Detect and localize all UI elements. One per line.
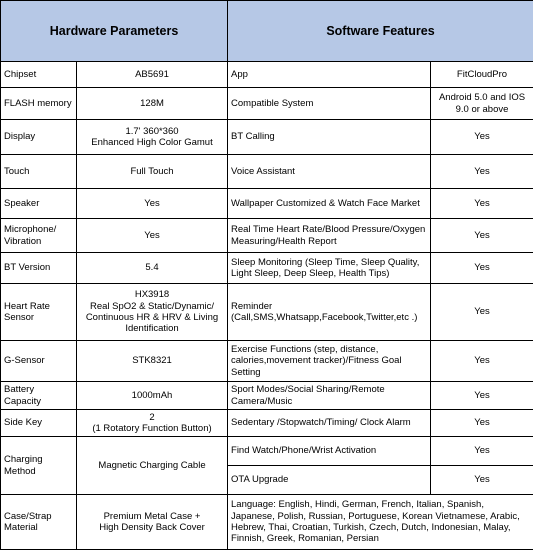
hw-label: Speaker	[1, 189, 77, 219]
sw-label: Real Time Heart Rate/Blood Pressure/Oxygen Measuring/Health Report	[228, 219, 431, 253]
table-row	[1, 62, 533, 88]
language-list: Language: English, Hindi, German, French, Italian, Spanish, Japanese, Polish, Russian, Portuguese, Korean Vietnamese, Arabic, Hebrew, Thai, Croatian, Turkish, Czech, Dutch, Indonesian, Malay, Finnish, Greek, Romanian, Persian	[228, 495, 533, 550]
sw-label: Compatible System	[228, 88, 431, 120]
sw-value: Yes	[431, 382, 533, 410]
sw-value: Yes	[431, 219, 533, 253]
sw-label: Voice Assistant	[228, 155, 431, 189]
sw-value: Yes	[431, 253, 533, 284]
hw-label: BT Version	[1, 253, 77, 284]
hw-value: STK8321	[77, 341, 228, 382]
sw-value: Yes	[431, 341, 533, 382]
sw-label: BT Calling	[228, 120, 431, 155]
table-row	[1, 284, 533, 341]
sw-value: Yes	[431, 284, 533, 341]
sw-label: Wallpaper Customized & Watch Face Market	[228, 189, 431, 219]
sw-label: App	[228, 62, 431, 88]
hw-value	[77, 120, 228, 155]
sw-label: Reminder (Call,SMS,Whatsapp,Facebook,Twitter,etc .)	[228, 284, 431, 341]
hw-label: Display	[1, 120, 77, 155]
hw-label: Battery Capacity	[1, 382, 77, 410]
table-row	[1, 382, 533, 410]
table-row	[1, 495, 533, 550]
hw-label: FLASH memory	[1, 88, 77, 120]
hw-value-line-1: Premium Metal Case +	[80, 511, 224, 522]
sw-label: OTA Upgrade	[228, 466, 431, 495]
sw-label: Sport Modes/Social Sharing/Remote Camera/Music	[228, 382, 431, 410]
hw-value-line-2: Enhanced High Color Gamut	[80, 137, 224, 148]
table-row	[1, 253, 533, 284]
table-row	[1, 155, 533, 189]
hw-value	[77, 495, 228, 550]
hw-label: Heart Rate Sensor	[1, 284, 77, 341]
hw-label: Case/Strap Material	[1, 495, 77, 550]
hw-label: Touch	[1, 155, 77, 189]
table-row	[1, 189, 533, 219]
hw-value: 5.4	[77, 253, 228, 284]
hw-value	[77, 410, 228, 437]
table-row	[1, 341, 533, 382]
hw-value: Full Touch	[77, 155, 228, 189]
table-row	[1, 437, 533, 466]
hw-value-line-2: (1 Rotatory Function Button)	[80, 423, 224, 434]
software-header: Software Features	[228, 1, 533, 62]
table-row	[1, 88, 533, 120]
sw-value: Yes	[431, 437, 533, 466]
hw-value: Magnetic Charging Cable	[77, 437, 228, 495]
sw-value: FitCloudPro	[431, 62, 533, 88]
hw-value-line-1: 2	[80, 412, 224, 423]
hw-value: Yes	[77, 189, 228, 219]
hw-value-line-2: Real SpO2 & Static/Dynamic/ Continuous HR & HRV & Living Identification	[80, 301, 224, 335]
hw-value-line-1: HX3918	[80, 289, 224, 300]
hw-value: AB5691	[77, 62, 228, 88]
hw-label: G-Sensor	[1, 341, 77, 382]
table-row	[1, 120, 533, 155]
sw-value: Yes	[431, 410, 533, 437]
hw-value: 128M	[77, 88, 228, 120]
hw-label: Charging Method	[1, 437, 77, 495]
hw-label: Chipset	[1, 62, 77, 88]
sw-value: Yes	[431, 466, 533, 495]
hw-value-line-2: High Density Back Cover	[80, 522, 224, 533]
hw-value-line-1: 1.7' 360*360	[80, 126, 224, 137]
table-row	[1, 410, 533, 437]
hw-label: Microphone/ Vibration	[1, 219, 77, 253]
sw-label: Sleep Monitoring (Sleep Time, Sleep Quality, Light Sleep, Deep Sleep, Health Tips)	[228, 253, 431, 284]
sw-value: Yes	[431, 189, 533, 219]
hw-value: Yes	[77, 219, 228, 253]
table-row	[1, 219, 533, 253]
hw-value: 1000mAh	[77, 382, 228, 410]
sw-value: Yes	[431, 120, 533, 155]
sw-label: Sedentary /Stopwatch/Timing/ Clock Alarm	[228, 410, 431, 437]
hw-value	[77, 284, 228, 341]
sw-label: Find Watch/Phone/Wrist Activation	[228, 437, 431, 466]
hardware-header: Hardware Parameters	[1, 1, 228, 62]
sw-value: Yes	[431, 155, 533, 189]
hw-label: Side Key	[1, 410, 77, 437]
sw-value: Android 5.0 and IOS 9.0 or above	[431, 88, 533, 120]
sw-label: Exercise Functions (step, distance, calories,movement tracker)/Fitness Goal Setting	[228, 341, 431, 382]
header-row	[1, 1, 533, 62]
